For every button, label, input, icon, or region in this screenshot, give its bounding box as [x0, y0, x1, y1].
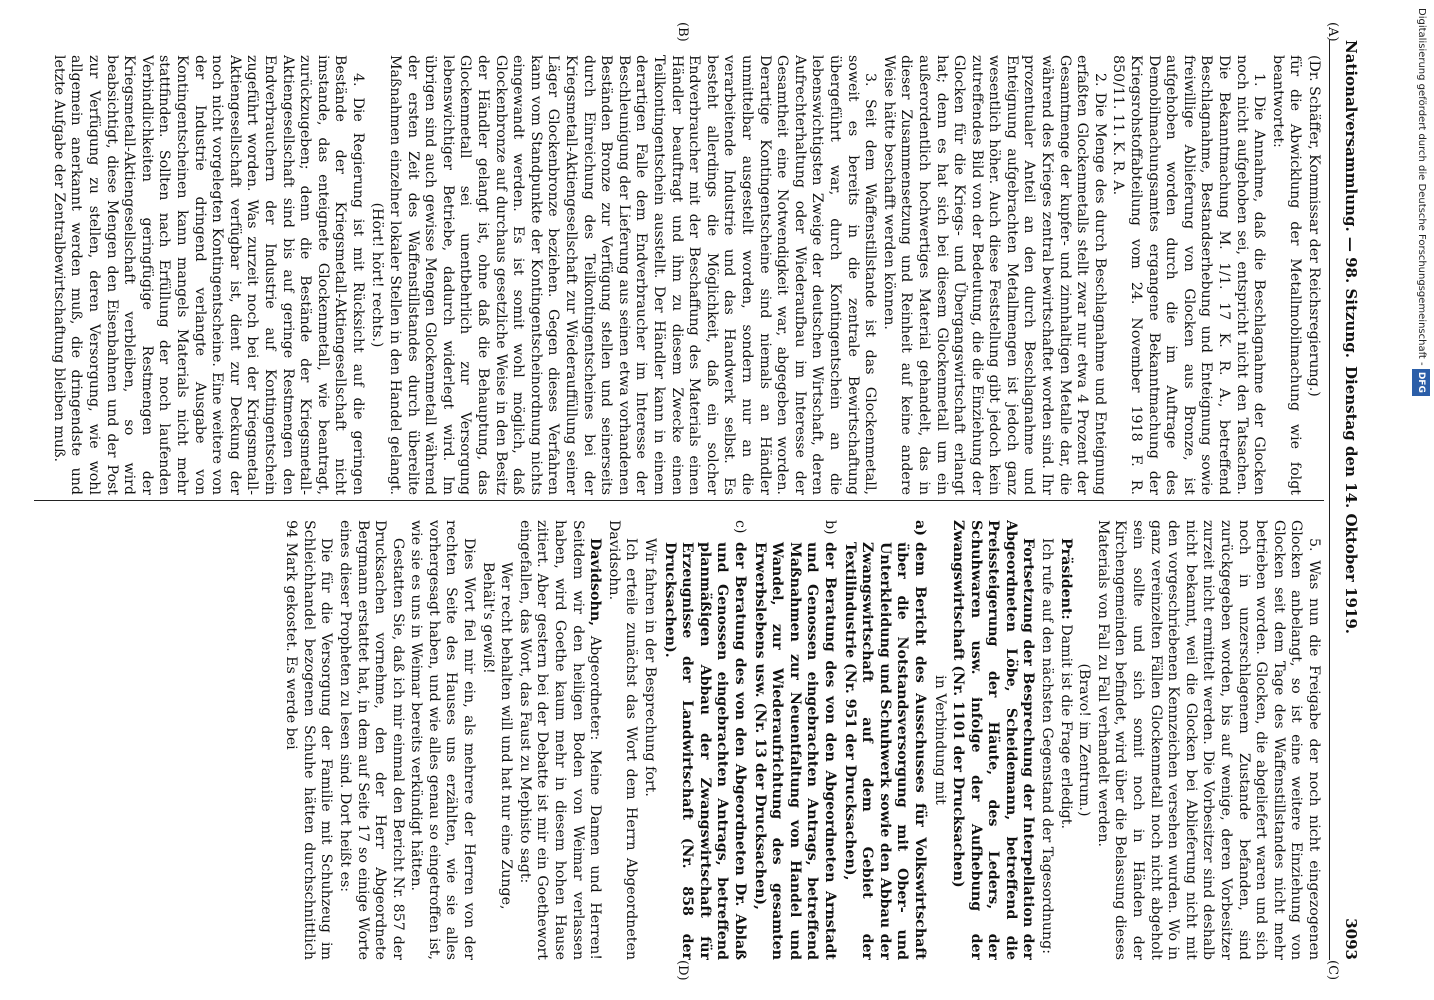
paragraph: Wir fahren in der Besprechung fort.: [642, 538, 659, 797]
paragraph: Gestatten Sie, daß ich mir einmal den Bericht Nr. 857 der Drucksachen vornehme, den der Herr Abgeordnete Bergmann erstattet hat, in dem auf Seite 17 so einige Worte eines dieser Propheten zu lesen sind. Dort heißt es:: [336, 520, 406, 960]
item-text: der Beratung des von den Abgeordneten Arnstadt und Genossen eingebrachten Antrags, betreffend Maßnahmen zur Neuentfaltung von Handel und Wandel, zur Wiederaufrichtung des gesamten Erwerbslebens usw. (Nr. 13 der Drucksachen),: [751, 542, 838, 960]
header-rule: [1329, 40, 1330, 960]
paragraph: 1. Die Annahme, daß die Beschlagnahme der Glocken noch nicht aufgehoben sei, entspricht nicht den Tatsachen. Die Bekanntmachung M. 1/1. 17 K. R. A., betreffend Beschlagnahme, Bestandserhebung und Enteignung sowie freiwillige Ablieferung von Glocken aus Bronze, ist aufgehoben worden durch die im Auftrage des Demobilmachungsamtes ergangene Bekanntmachung der Kriegsrohstoffabteilung vom 24. November 1918 F. R. 850/11. 11. K. R. A.: [1110, 55, 1268, 495]
margin-mark-a: (A): [1325, 22, 1340, 42]
president-text: Damit ist die Frage erledigt.: [1057, 624, 1074, 829]
item-text: dem Bericht des Ausschusses für Volkswirtschaft über die Notstandsversorgung mit Ober- und Unterkleidung und Schuhwerk sowie den Abbau der Zwangswirtschaft auf dem Gebiet der Textilindustrie (Nr. 951 der Drucksachen),: [841, 542, 928, 960]
paragraph: Ich erteile zunächst das Wort dem Herrn Abgeordneten Davidsohn.: [605, 520, 640, 960]
dfg-logo: DFG: [1412, 369, 1430, 396]
header-left: Nationalversammlung. — 98. Sitzung.: [1342, 40, 1360, 358]
page-number: 3093: [1342, 918, 1360, 960]
page-header: [1332, 40, 1360, 960]
agenda-item-c: [660, 520, 748, 960]
item-label: b): [821, 520, 838, 535]
paragraph: Dies Wort fiel mir ein, als mehrere der Herren von der rechten Seite des Hauses uns erzählten, wie sie alles vorhergesagt haben, und wie alles genau so eingetroffen ist, wie sie es uns in Weimar bereits verkündigt hätten.: [408, 520, 478, 960]
column-divider: [34, 500, 1324, 501]
paragraph: Die für die Versorgung der Familie mit Schuhzeug im Schleichhandel bezogenen Schuhe hätten durchschnittlich 94 Mark gekostet. Es werde bei: [283, 520, 335, 960]
paragraph: 3. Seit dem Waffenstillstande ist das Glockenmetall, soweit es bereits in die zentrale Bewirtschaftung übergeführt war, durch Kontingentschein an die lebenswichtigsten Zweige der deutschen Wirtschaft, deren Aufrechterhaltung oder Wiederaufbau im Interesse der Gesamtheit eine Notwendigkeit war, abgegeben worden. Derartige Kontingentscheine sind niemals an Händler unmittelbar ausgestellt worden, sondern nur an die verarbeitende Industrie und das Handwerk selbst. Es besteht allerdings die Möglichkeit, daß ein solcher Endverbraucher mit der Beschaffung des Materials einen Händler beauftragt und ihm zu diesem Zwecke einen Teilkontingentschein ausstellt. Der Händler kann in einem derartigen Falle dem Endverbraucher im Interesse der Beschleunigung der Lieferung aus seinen etwa vorhandenen Beständen Bronze zur Verfügung stellen und seinerseits durch Einreichung des Teilkontingentscheines bei der Kriegsmetall-Aktiengesellschaft zur Wiederauffüllung seiner Läger Glockenbronze beziehen. Gegen dieses Verfahren kann vom Standpunkte der Kontingentscheinordnung nichts eingewandt werden. Es ist somit wohl möglich, daß Glockenbronze auf durchaus gesetzliche Weise in den Besitz der Händler gelangt ist, ohne daß die Behauptung, das Glockenmetall sei unentbehrlich zur Versorgung lebenswichtiger Betriebe, dadurch widerlegt wird. Im übrigen sind auch gewisse Mengen Glockenmetall während der ersten Zeit des Waffenstillstandes durch überelite Maßnahmen einzelner lokaler Stellen in den Handel gelangt.: [387, 55, 879, 495]
right-column: [32, 520, 1322, 960]
margin-mark-c: (C): [1325, 960, 1340, 981]
president-label: Präsident:: [1057, 538, 1074, 620]
agenda-intro: Ich rufe auf den nächsten Gegenstand der Tagesordnung:: [1039, 538, 1056, 955]
agenda-main: Fortsetzung der Besprechung der Interpellation der Abgeordneten Löbe, Scheidemann, betreffend die Preissteigerung der Häute, des Leders, der Schuhwaren usw. infolge der Aufhebung der Zwangswirtschaft (Nr. 1101 der Drucksachen): [950, 520, 1037, 960]
paragraph: 2. Die Menge des durch Beschlagnahme und Enteignung erfaßten Glockenmetalls stellt zwar nur etwa 4 Prozent der Gesamtmenge der kupfer- und zinnhaltigen Metalle dar, die während des Krieges zentral bewirtschaftet worden sind. Ihr prozentualer Anteil an den durch Beschlagnahme und Enteignung aufgebrachten Metallmengen ist jedoch ganz wesentlich höher. Auch diese Feststellung gibt jedoch kein zutreffendes Bild von der Bedeutung, die die Einziehung der Glocken für die Kriegs- und Übergangswirtschaft erlangt hat; denn es hat sich bei diesem Glockenmetall um ein außerordentlich hochwertiges Material gehandelt, das in dieser Zusammensetzung und Reinheit auf keine andere Weise hätte beschafft werden können.: [880, 55, 1108, 495]
president-paragraph: [1056, 520, 1074, 960]
dfg-note-label: Digitalisierung gefördert durch die Deutsche Forschungsgemeinschaft -: [1416, 8, 1427, 366]
in-connection: in Verbindung mit: [931, 675, 948, 805]
margin-mark-b: (B): [675, 22, 690, 42]
agenda-item-a: [840, 520, 928, 960]
item-label: a): [911, 520, 928, 536]
agenda-item-b: [750, 520, 838, 960]
header-date: Dienstag den 14. Oktober 1919.: [1342, 366, 1360, 634]
left-column: [32, 55, 1322, 495]
paragraph: 5. Was nun die Freigabe der noch nicht eingezogenen Glocken anbelangt, so ist eine weitere Einziehung von Glocken seit dem Tage des Waffenstillstandes nicht mehr betrieben worden. Glocken, die abgeliefert waren und sich noch in unzerschlagenem Zustande befanden, sind zurückgegeben worden, bis auf wenige, deren Vorbesitzer zurzeit nicht ermittelt werden. Die Vorbesitzer sind deshalb nicht bekannt, weil die Glocken bei Ablieferung nicht mit den vorgeschriebenen Kennzeichen versehen wurden. Wo in ganz vereinzelten Fällen Glockenmetall noch nicht abgeholt sein sollte und sich somit noch in Händen der Kirchengemeinden befindet, wird über die Belassung dieses Materials von Fall zu Fall verhandelt werden.: [1094, 520, 1322, 960]
interjection: (Bravo! im Zentrum.): [1076, 663, 1093, 817]
dfg-side-note: [1412, 8, 1430, 993]
item-text: der Beratung des von den Abgeordneten Dr. Ablaß und Genossen eingebrachten Antrags, betreffend planmäßigen Abbau der Zwangswirtschaft für Erzeugnisse der Landwirtschaft (Nr. 858 der Drucksachen).: [661, 542, 748, 960]
paragraph: für die Abwicklung der Metallmobilmachung wie folgt beantwortet:: [1269, 55, 1304, 495]
quote-line: Wer recht behalten will und hat nur eine Zunge,: [498, 562, 515, 910]
speaker-label: Davidsohn,: [587, 538, 604, 627]
quote-line: Behält's gewiß!: [479, 562, 496, 674]
interjection: (Hört! hört! rechts.): [368, 202, 385, 348]
speaker-paragraph: [515, 520, 603, 960]
item-label: c): [732, 520, 748, 534]
speaker-text: Abgeordneter: Meine Damen und Herren! Seitdem wir den heiligen Boden von Weimar verlassen haben, wird Goethe kaum mehr in diesem hohen Hause zitiert. Aber gestern bei der Debatte ist mir ein Goethewort eingefallen, das Wort, das Faust zu Mephisto sagt:: [516, 520, 604, 960]
speaker-line: (Dr. Schäffer, Kommissar der Reichsregierung.): [1306, 55, 1322, 397]
dfg-note-text: [1412, 8, 1430, 993]
paragraph: 4. Die Regierung ist mit Rücksicht auf die geringen Bestände der Kriegsmetall-Aktiengesellschaft nicht imstande, das enteignete Glockenmetall, wie beantragt, zurückzugeben; denn die Bestände der Kriegsmetall-Aktiengesellschaft sind bis auf geringe Restmengen den Endverbrauchern der Industrie auf Kontingentschein zugeführt worden. Was zurzeit noch bei der Kriegsmetall-Aktiengesellschaft verfügbar ist, dient zur Deckung der noch nicht vorgelegten Kontingentscheine. Eine weitere von der Industrie dringend verlangte Ausgabe von Kontingentscheinen kann mangels Materials nicht mehr stattfinden. Sollten nach Erfüllung der noch laufenden Verbindlichkeiten geringfügige Restmengen der Kriegsmetall-Aktiengesellschaft verbleiben, so wird beabsichtigt, diese Mengen den Eisenbahnen und der Post zur Verfügung zu stellen, deren Versorgung, wie wohl allgemein anerkannt werden muß, die dringendste und letzte Aufgabe der Zentralbewirtschaftung bleiben muß.: [50, 55, 366, 495]
margin-mark-d: (D): [675, 960, 690, 981]
